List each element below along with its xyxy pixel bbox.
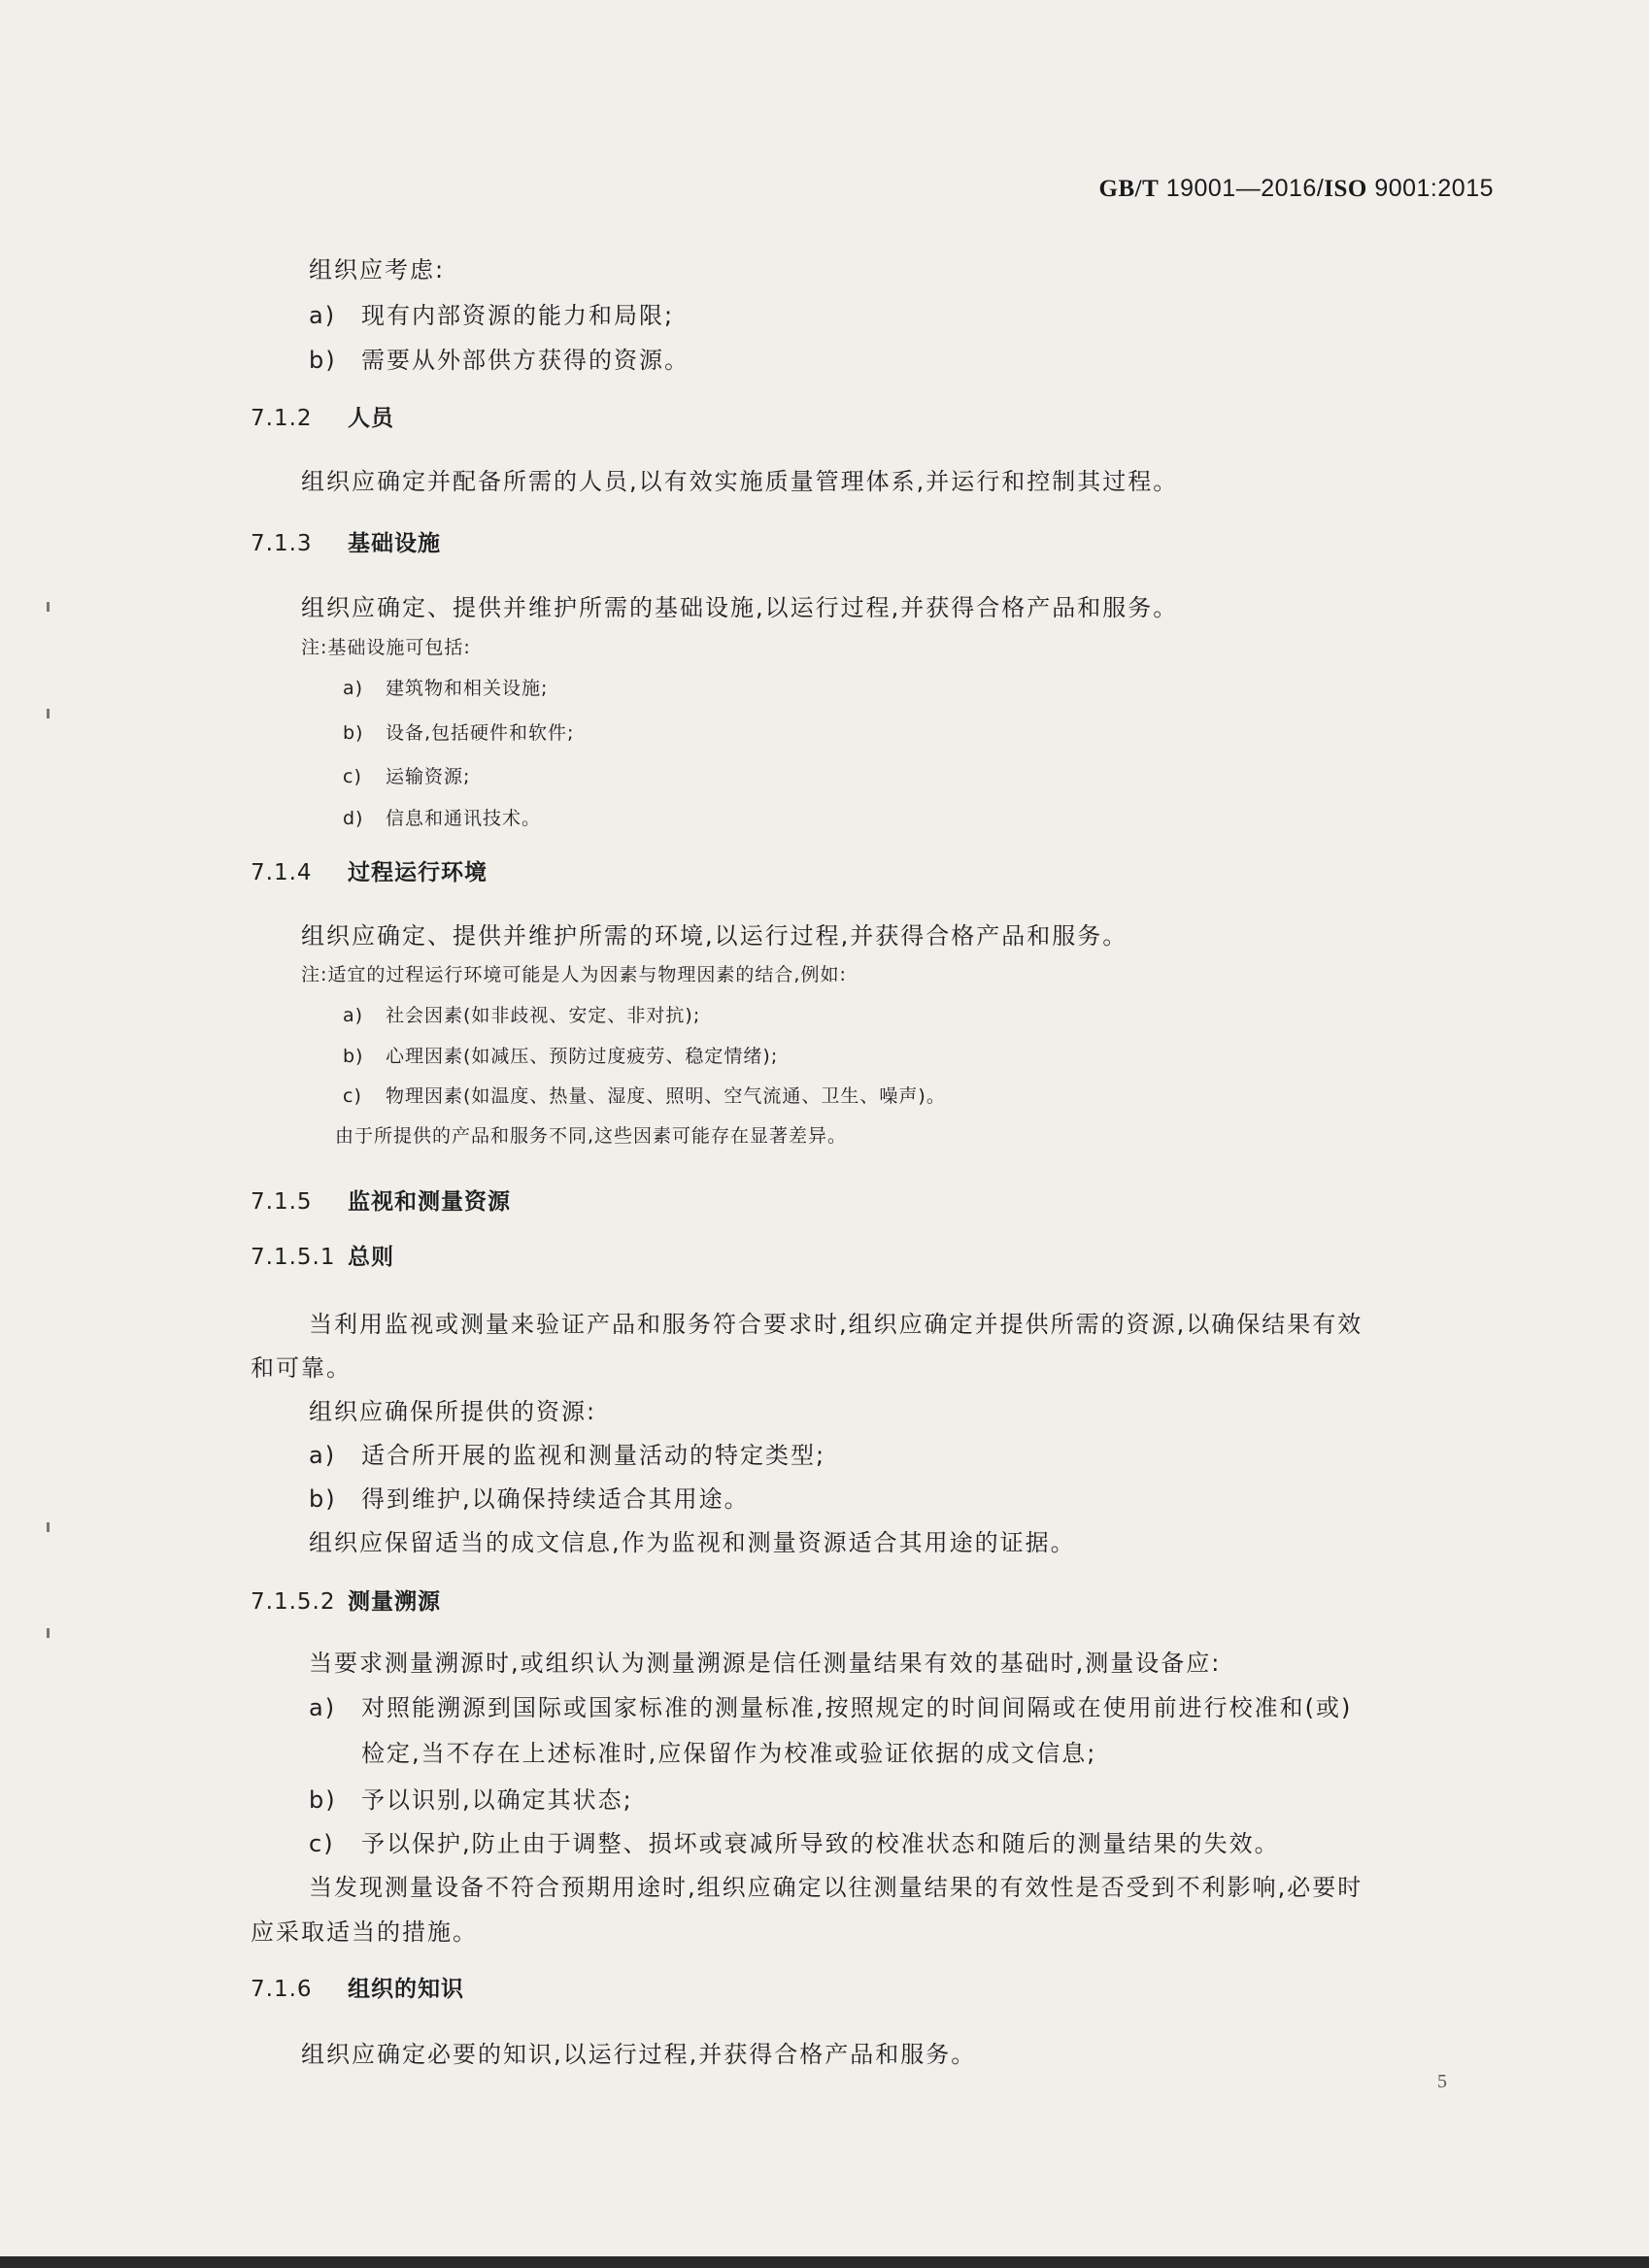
note-list-item: [343, 1082, 946, 1108]
list-marker: a): [343, 1005, 364, 1026]
scan-artifact: [47, 602, 50, 612]
list-marker: a): [309, 1442, 337, 1469]
note-text: 由于所提供的产品和服务不同,这些因素可能存在显著差异。: [335, 1125, 848, 1147]
list-text: 建筑物和相关设施;: [386, 678, 549, 699]
list-text: 社会因素(如非歧视、安定、非对抗);: [386, 1005, 701, 1026]
paragraph: 组织应考虑:: [309, 256, 446, 284]
note: 注:适宜的过程运行环境可能是人为因素与物理因素的结合,例如:: [301, 964, 847, 985]
list-marker: d): [343, 808, 364, 829]
list-item: [309, 296, 674, 330]
page-number: 5: [1437, 2071, 1447, 2092]
list-marker: a): [343, 678, 364, 699]
paragraph-line: 当发现测量设备不符合预期用途时,组织应确定以往测量结果的有效性是否受到不利影响,必要时: [309, 1874, 1363, 1901]
paragraph: 组织应确定、提供并维护所需的基础设施,以运行过程,并获得合格产品和服务。: [301, 594, 1179, 621]
list-text: 设备,包括硬件和软件;: [386, 722, 575, 744]
section-heading-7-1-4: [251, 854, 488, 886]
section-heading-7-1-5-1: [251, 1239, 394, 1271]
list-text: 心理因素(如减压、预防过度疲劳、稳定情绪);: [386, 1046, 779, 1067]
list-marker: a): [309, 302, 337, 329]
list-item: [309, 1781, 633, 1815]
section-title: 基础设施: [348, 531, 441, 556]
list-text: 予以识别,以确定其状态;: [361, 1786, 633, 1814]
list-continuation: 检定,当不存在上述标准时,应保留作为校准或验证依据的成文信息;: [361, 1740, 1097, 1767]
section-title: 人员: [348, 406, 394, 431]
section-number: 7.1.6: [251, 1977, 313, 2002]
iso-label: ISO: [1324, 176, 1367, 202]
paragraph: 组织应确定、提供并维护所需的环境,以运行过程,并获得合格产品和服务。: [301, 922, 1128, 950]
note-list-item: [343, 674, 548, 700]
list-marker: b): [309, 1485, 337, 1513]
note-list-item: [343, 1001, 700, 1027]
list-marker: b): [343, 1046, 364, 1067]
list-text: 对照能溯源到国际或国家标准的测量标准,按照规定的时间间隔或在使用前进行校准和(或): [361, 1694, 1353, 1721]
list-text: 得到维护,以确保持续适合其用途。: [361, 1485, 750, 1513]
section-title: 过程运行环境: [348, 860, 488, 885]
section-number: 7.1.5.2: [251, 1589, 336, 1615]
list-marker: c): [343, 766, 362, 787]
std-prefix: GB/T: [1098, 176, 1160, 202]
section-heading-7-1-3: [251, 525, 441, 557]
scan-bottom-edge: [0, 2256, 1649, 2268]
note-list-item: [343, 1042, 778, 1068]
section-heading-7-1-2: [251, 400, 394, 432]
list-item: [309, 1688, 1352, 1722]
list-marker: b): [343, 722, 364, 744]
section-title: 测量溯源: [348, 1589, 441, 1615]
note-list-item: [343, 718, 574, 745]
list-text: 现有内部资源的能力和局限;: [361, 302, 675, 329]
note-list-item: [343, 762, 470, 788]
note-list-item: [343, 804, 541, 830]
list-text: 运输资源;: [386, 766, 471, 787]
section-heading-7-1-5-2: [251, 1584, 441, 1616]
list-marker: a): [309, 1694, 337, 1721]
paragraph: 组织应确保所提供的资源:: [309, 1398, 597, 1425]
section-number: 7.1.4: [251, 860, 313, 885]
list-text: 物理因素(如温度、热量、湿度、照明、空气流通、卫生、噪声)。: [386, 1085, 946, 1107]
section-title: 组织的知识: [348, 1977, 464, 2002]
list-item: [309, 1824, 1280, 1858]
list-item: [309, 341, 690, 375]
scan-artifact: [47, 709, 50, 718]
paragraph-line: 应采取适当的措施。: [251, 1918, 478, 1946]
list-marker: c): [343, 1085, 362, 1107]
list-item: [309, 1480, 750, 1514]
paragraph-line: 当利用监视或测量来验证产品和服务符合要求时,组织应确定并提供所需的资源,以确保结果有效: [309, 1311, 1363, 1338]
list-marker: c): [309, 1830, 335, 1857]
section-title: 总则: [348, 1245, 394, 1270]
section-title: 监视和测量资源: [348, 1189, 511, 1215]
list-text: 予以保护,防止由于调整、损坏或衰减所导致的校准状态和随后的测量结果的失效。: [361, 1830, 1280, 1857]
paragraph: 组织应确定必要的知识,以运行过程,并获得合格产品和服务。: [301, 2041, 977, 2068]
list-text: 适合所开展的监视和测量活动的特定类型;: [361, 1442, 826, 1469]
section-number: 7.1.2: [251, 406, 313, 431]
list-marker: b): [309, 1786, 337, 1814]
list-text: 信息和通讯技术。: [386, 808, 542, 829]
section-number: 7.1.3: [251, 531, 313, 556]
std-number-2: 9001:2015: [1366, 175, 1494, 202]
std-number-1: 19001—2016/: [1159, 175, 1325, 202]
list-item: [309, 1436, 825, 1470]
paragraph: 组织应确定并配备所需的人员,以有效实施质量管理体系,并运行和控制其过程。: [301, 468, 1179, 495]
scan-artifact: [47, 1628, 50, 1638]
paragraph-line: 和可靠。: [251, 1354, 352, 1382]
paragraph: 组织应保留适当的成文信息,作为监视和测量资源适合其用途的证据。: [309, 1529, 1076, 1556]
section-number: 7.1.5.1: [251, 1245, 336, 1270]
note: 注:基础设施可包括:: [301, 637, 471, 658]
paragraph: 当要求测量溯源时,或组织认为测量溯源是信任测量结果有效的基础时,测量设备应:: [309, 1650, 1222, 1677]
section-heading-7-1-5: [251, 1184, 511, 1216]
list-text: 需要从外部供方获得的资源。: [361, 347, 690, 374]
scan-artifact: [47, 1522, 50, 1532]
section-heading-7-1-6: [251, 1971, 464, 2003]
standard-header: [1099, 175, 1495, 203]
list-marker: b): [309, 347, 337, 374]
section-number: 7.1.5: [251, 1189, 313, 1215]
